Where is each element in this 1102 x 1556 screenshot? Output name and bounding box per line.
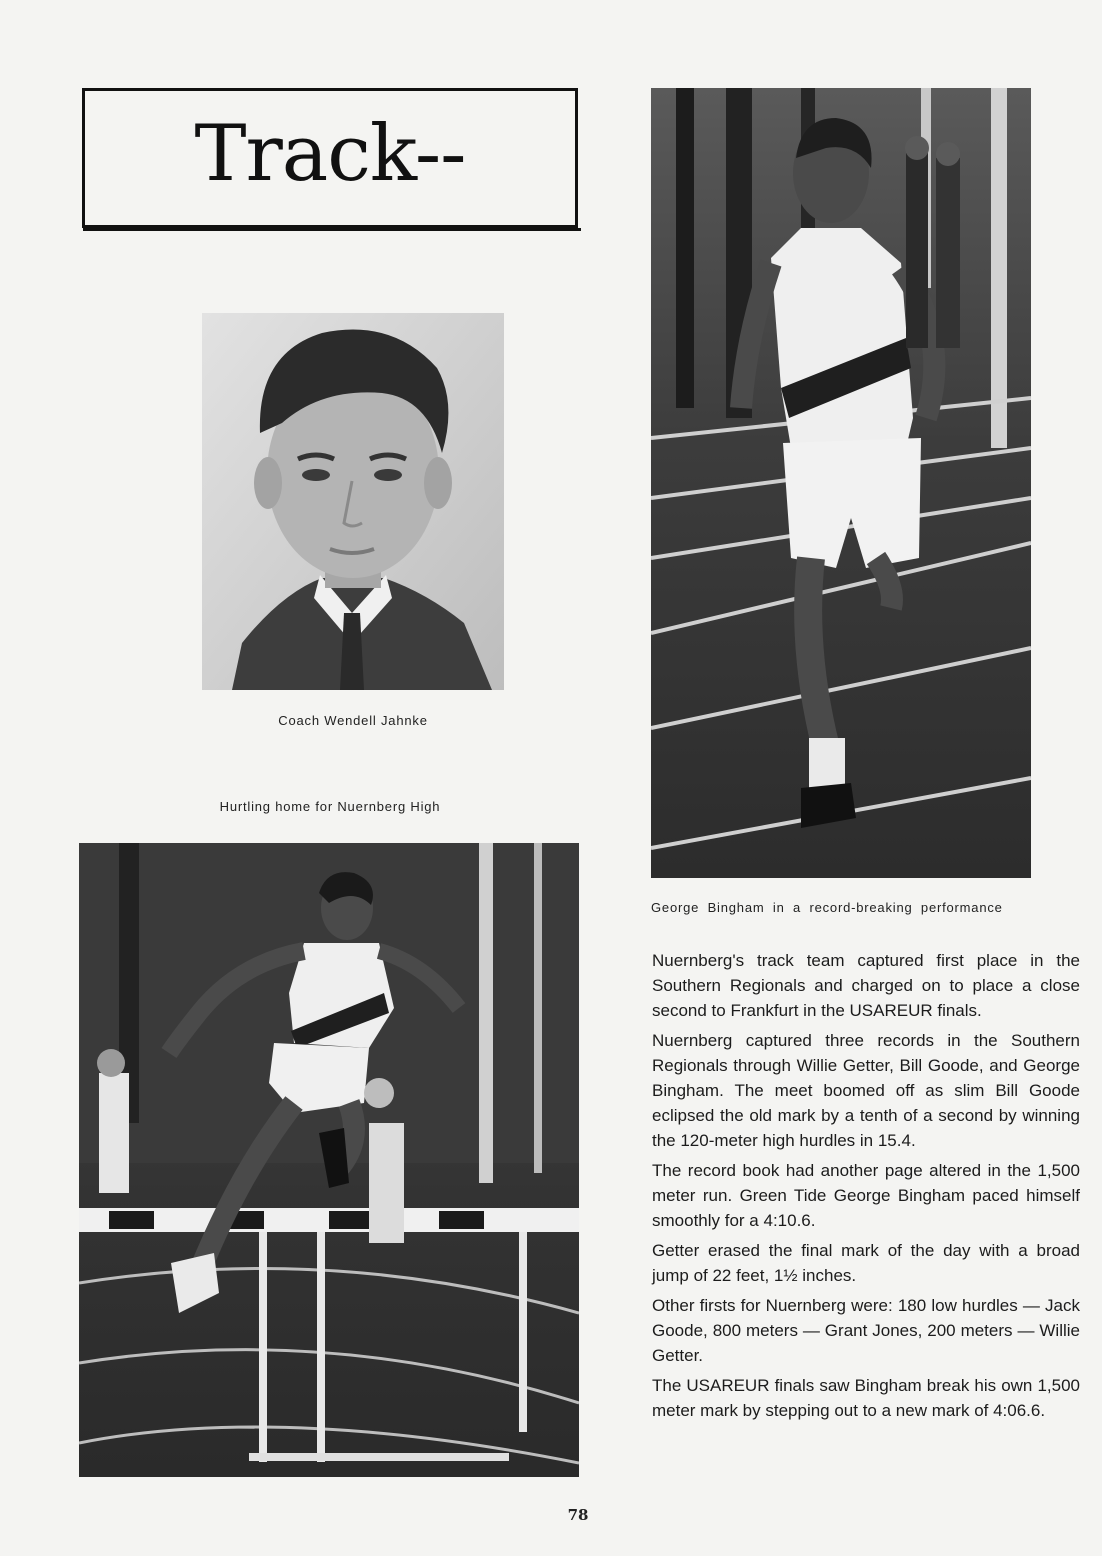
page-title: Track-- <box>194 109 466 199</box>
article-paragraph: Getter erased the final mark of the day with a broad jump of 22 feet, 1½ inches. <box>652 1241 1080 1285</box>
article-paragraph: Other firsts for Nuernberg were: 180 low hurdles — Jack Goode, 800 meters — Grant Jones, 200 meters — Willie Getter. <box>652 1296 1080 1365</box>
bingham-running-photo <box>651 88 1031 878</box>
page-number: 78 <box>567 1506 589 1524</box>
article-paragraph: The record book had another page altered in the 1,500 meter run. Green Tide George Bingham paced himself smoothly for a 4:10.6. <box>652 1161 1080 1230</box>
hurtling-caption: Hurtling home for Nuernberg High <box>219 799 441 814</box>
hurdler-illustration <box>79 843 579 1477</box>
article-body <box>652 948 1080 1428</box>
coach-portrait-photo <box>202 313 504 690</box>
bingham-caption: George Bingham in a record-breaking performance <box>651 900 1003 915</box>
coach-caption: Coach Wendell Jahnke <box>278 713 428 728</box>
article-paragraph: The USAREUR finals saw Bingham break his own 1,500 meter mark by stepping out to a new mark of 4:06.6. <box>652 1376 1080 1420</box>
bingham-running-illustration <box>651 88 1031 878</box>
hurdler-photo <box>79 843 579 1477</box>
article-paragraph: Nuernberg's track team captured first place in the Southern Regionals and charged on to place a close second to Frankfurt in the USAREUR finals. <box>652 951 1080 1020</box>
article-paragraph: Nuernberg captured three records in the Southern Regionals through Willie Getter, Bill Goode, and George Bingham. The meet boomed off as slim Bill Goode eclipsed the old mark by a tenth of a second by winning the 120-meter high hurdles in 15.4. <box>652 1031 1080 1150</box>
title-box <box>82 88 578 228</box>
coach-portrait-illustration <box>202 313 504 690</box>
